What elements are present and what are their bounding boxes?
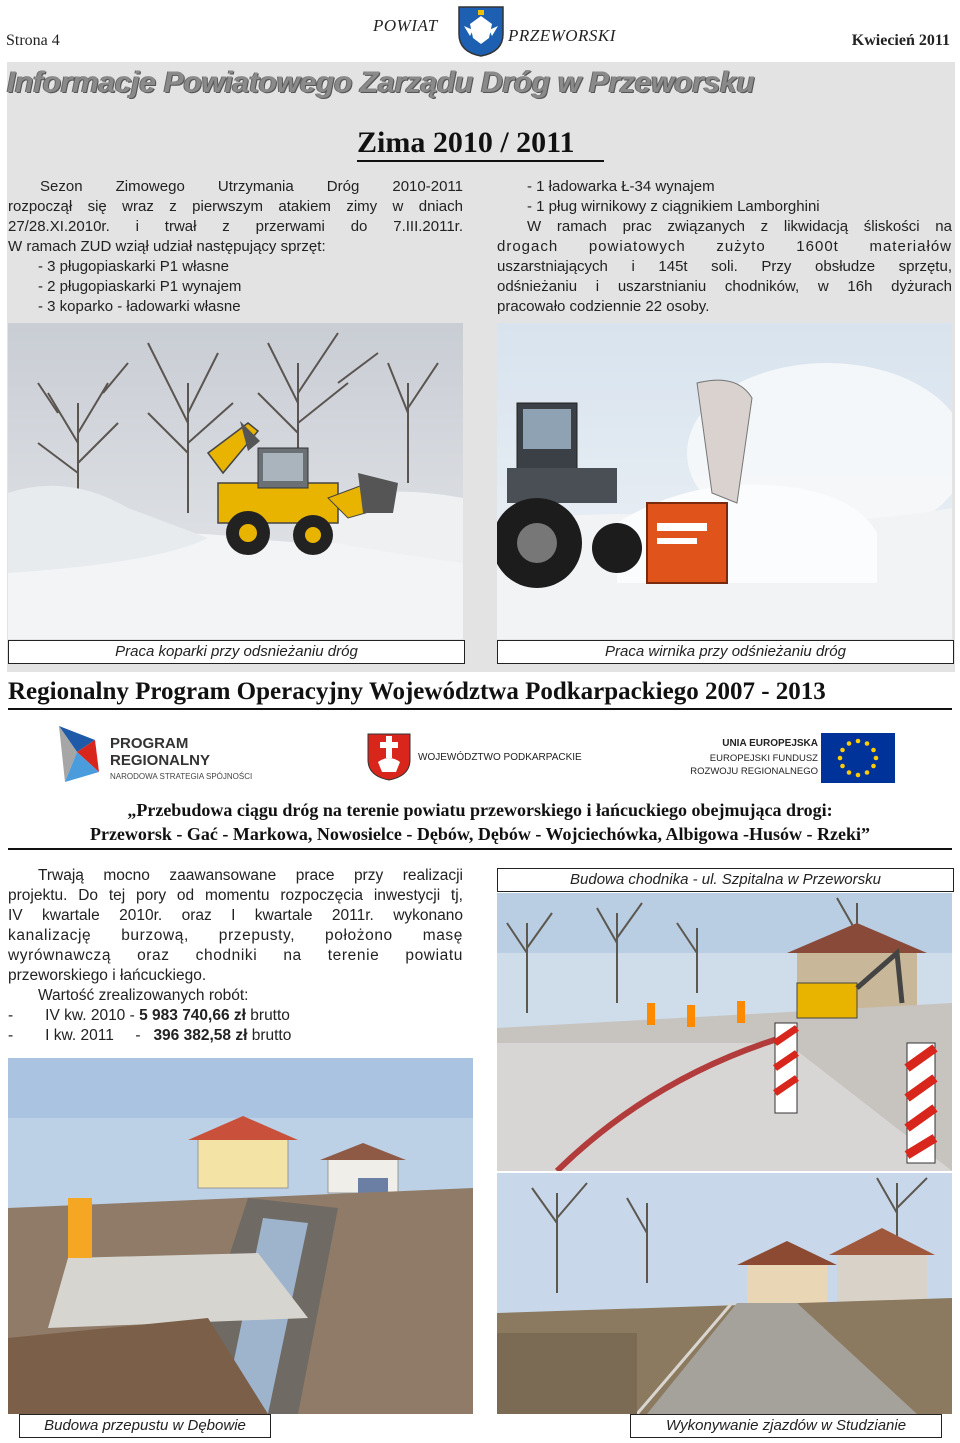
- rpo-underline: [8, 708, 952, 710]
- list-item: - 3 koparko - ładowarki własne: [38, 298, 241, 315]
- text-line: 27/28.XI.2010r. i trwał z przerwami do 7.III.2011r.: [8, 218, 463, 235]
- caption-excavator: Praca koparki przy odsnieżaniu dróg: [8, 640, 465, 664]
- value-amount: 396 382,58 zł: [153, 1027, 248, 1044]
- logo-program-regionalny: [55, 722, 270, 787]
- masthead-powiat: POWIAT: [373, 16, 438, 35]
- photo-culvert-construction: [8, 1058, 473, 1414]
- logo-program-text: PROGRAM: [110, 735, 189, 752]
- winter-text-right: [497, 177, 952, 317]
- list-item: - 3 pługopiaskarki P1 własne: [38, 258, 229, 275]
- logo-eu-line1: UNIA EUROPEJSKA: [722, 738, 818, 749]
- list-item: - 1 ładowarka Ł-34 wynajem: [527, 178, 715, 195]
- logo-eu-line2: EUROPEJSKI FUNDUSZ: [709, 753, 818, 764]
- value-row: [8, 1026, 463, 1046]
- logo-wojewodztwo: [366, 732, 596, 782]
- text-line: kanalizację burzową, przepusty, położono masę: [8, 927, 463, 944]
- issue-date: Kwiecień 2011: [851, 32, 950, 49]
- logo-eu-line3: ROZWOJU REGIONALNEGO: [690, 766, 818, 777]
- photo-excavator-snow: [8, 323, 463, 639]
- caption-sidewalk: Budowa chodnika - ul. Szpitalna w Przeworsku: [497, 868, 954, 892]
- season-underline: [357, 160, 604, 162]
- text-line: Trwają mocno zaawansowane prace przy realizacji: [38, 867, 463, 884]
- dash: -: [8, 1027, 14, 1044]
- list-item: - 2 pługopiaskarki P1 wynajem: [38, 278, 242, 295]
- masthead-przeworski: PRZEWORSKI: [508, 26, 616, 45]
- photo-snow-rotor: [497, 323, 952, 639]
- caption-driveways: Wykonywanie zjazdów w Studzianie: [630, 1414, 942, 1438]
- value-row: [8, 1006, 463, 1026]
- project-underline: [8, 848, 952, 850]
- value-period: I kw. 2011 -: [45, 1027, 141, 1044]
- season-heading: Zima 2010 / 2011: [357, 126, 575, 159]
- value-amount: 5 983 740,66 zł: [139, 1007, 246, 1024]
- page-number: Strona 4: [6, 32, 60, 49]
- text-line: projektu. Do tej pory od momentu rozpoczęcia inwestycji tj,: [8, 887, 463, 904]
- logo-regionalny-text: REGIONALNY: [110, 752, 211, 769]
- text-line: W ramach ZUD wziął udział następujący sprzęt:: [8, 238, 326, 255]
- text-line: uszarstniających i 145t soli. Przy obsłudze sprzętu,: [497, 258, 952, 275]
- project-title-line2: Przeworsk - Gać - Markowa, Nowosielce - Dębów, Dębów - Wojciechówka, Albigowa -Husów - Rzeki”: [89, 824, 871, 844]
- dash: -: [8, 1007, 14, 1024]
- caption-rotor: Praca wirnika przy odśnieżaniu dróg: [497, 640, 954, 664]
- text-line: wyrównawczą oraz chodniki na terenie powiatu: [8, 947, 463, 964]
- text-line: drogach powiatowych zużyto 1600t materiałów: [497, 238, 952, 255]
- text-line: przeworskiego i łańcuckiego.: [8, 967, 207, 984]
- voivodeship-crest-icon: [366, 732, 412, 782]
- value-suffix: brutto: [251, 1027, 292, 1044]
- logo-voivodeship-text: WOJEWÓDZTWO PODKARPACKIE: [418, 752, 582, 763]
- text-line: Sezon Zimowego Utrzymania Dróg 2010-2011: [40, 178, 463, 195]
- project-text: [8, 866, 463, 1046]
- photo-sidewalk-construction: [497, 893, 952, 1171]
- text-line: pracowało codziennie 22 osoby.: [497, 298, 710, 315]
- value-label: Wartość zrealizowanych robót:: [38, 987, 249, 1004]
- value-period: IV kw. 2010 -: [45, 1007, 135, 1024]
- logo-strategy-text: NARODOWA STRATEGIA SPÓJNOŚCI: [110, 772, 253, 781]
- winter-text-left: [8, 177, 463, 317]
- rpo-heading: Regionalny Program Operacyjny Województwa Podkarpackiego 2007 - 2013: [8, 678, 826, 705]
- page-title: Informacje Powiatowego Zarządu Dróg w Przeworsku: [7, 66, 755, 99]
- value-suffix: brutto: [250, 1007, 290, 1024]
- project-title-line1: „Przebudowa ciągu dróg na terenie powiatu przeworskiego i łańcuckiego obejmująca drogi:: [127, 800, 833, 820]
- county-crest-icon: [456, 4, 506, 58]
- program-regionalny-icon: [55, 722, 103, 786]
- caption-culvert: Budowa przepustu w Dębowie: [19, 1414, 271, 1438]
- text-line: IV kwartale 2010r. oraz I kwartale 2011r. wykonano: [8, 907, 463, 924]
- text-line: rozpoczął się wraz z pierwszym atakiem zimy w dniach: [8, 198, 463, 215]
- eu-flag-icon: [821, 733, 895, 783]
- text-line: W ramach prac związanych z likwidacją śliskości na: [527, 218, 952, 235]
- text-line: odśnieżaniu i uszarstnianiu chodników, w 16h dyżurach: [497, 278, 952, 295]
- photo-driveways-studzian: [497, 1173, 952, 1414]
- list-item: - 1 pług wirnikowy z ciągnikiem Lamborghini: [527, 198, 820, 215]
- logo-eu: [690, 733, 895, 785]
